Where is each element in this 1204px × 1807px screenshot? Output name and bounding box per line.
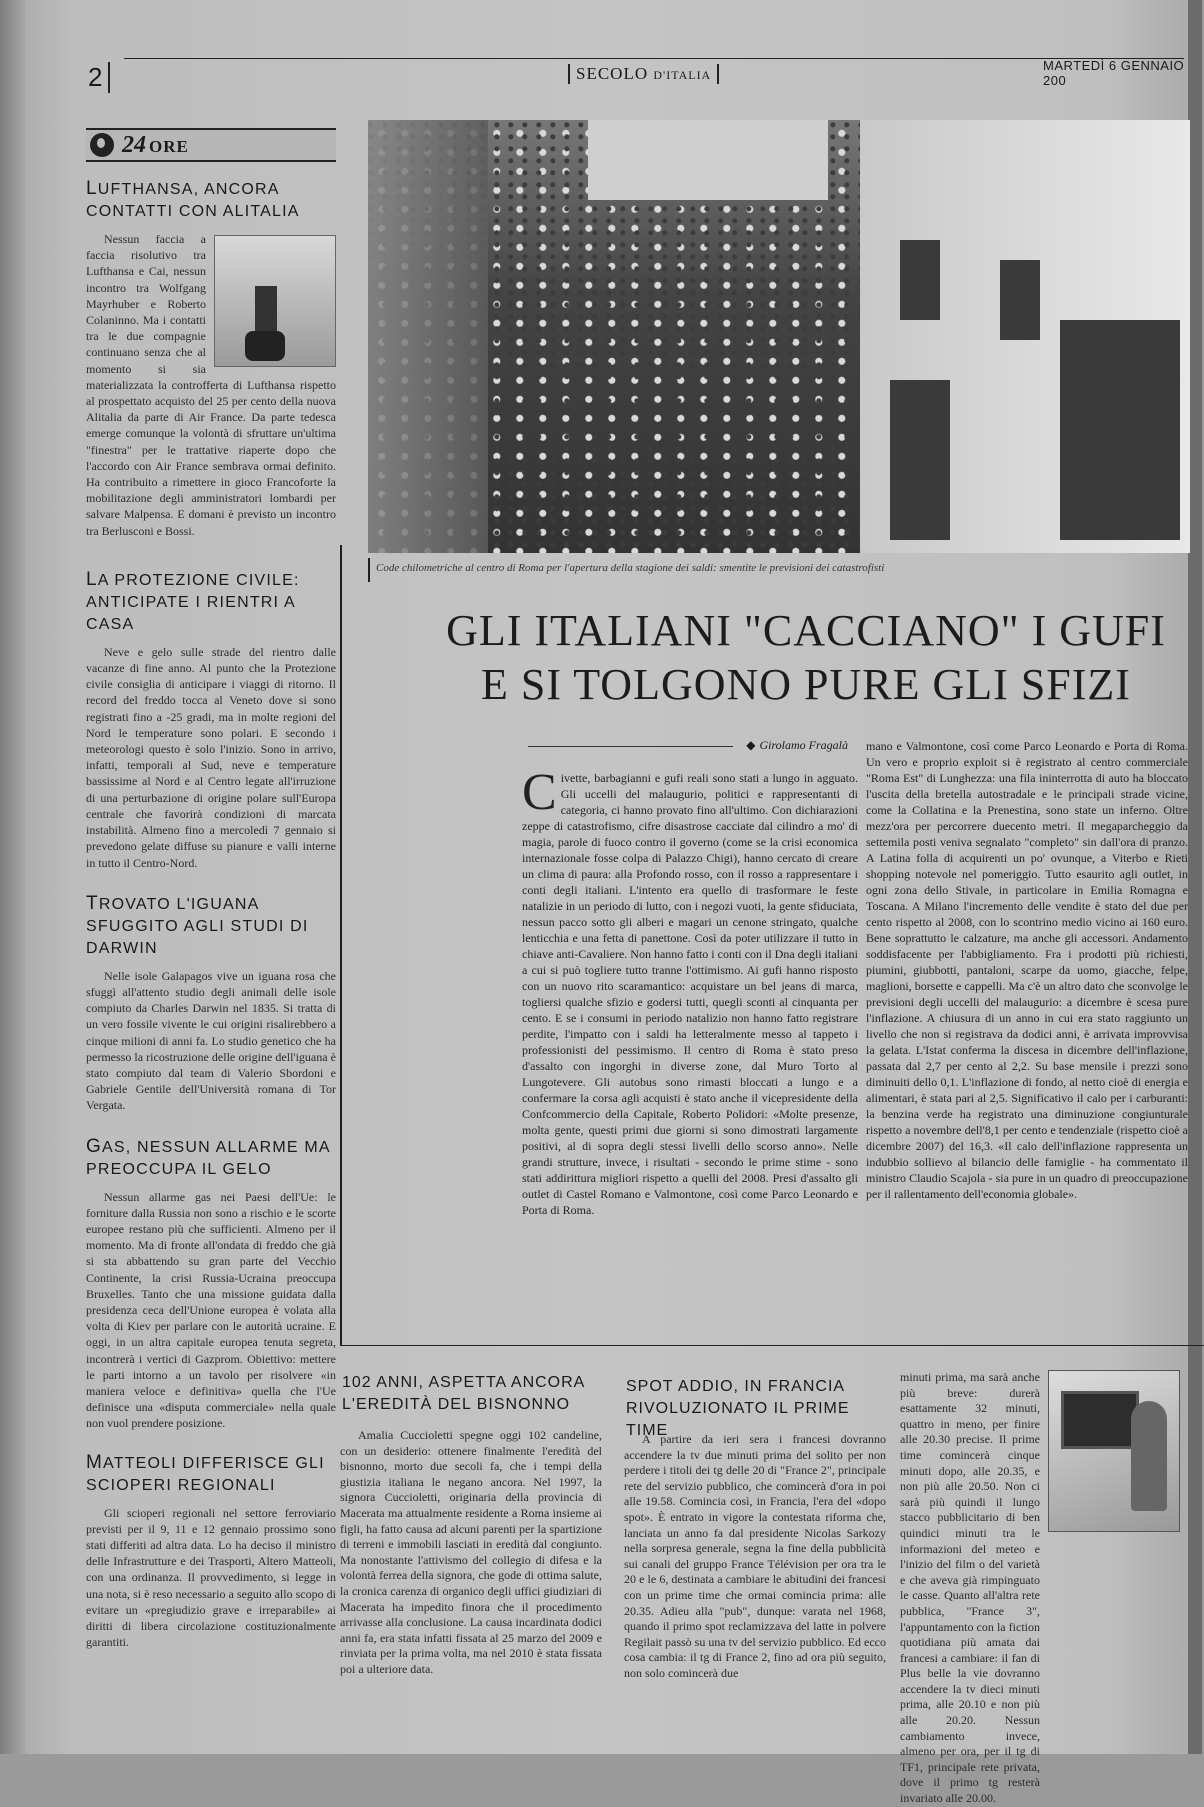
tv-screen [1061,1391,1139,1449]
globe-icon [90,133,114,157]
paper-title: SECOLO [576,64,649,83]
brief-gas [86,1136,336,1432]
brief-body: Gli scioperi regionali nel settore ferroviario previsti per il 9, 11 e 12 gennaio prossimo sono stati differiti ad altra data. Lo ha deciso il ministro delle Infrastrutture e dei Trasporti, Altero Matteoli, con una ordinanza. Il provvedimento, si legge in una nota, si è reso necessario a seguito allo scopo di evitare un «pregiudizio grave e irreparabile» ai diritti di libera circolazione costituzionalmente garantiti. [86,1505,336,1650]
bottom-headline-francia: SPOT ADDIO, IN FRANCIA RIVOLUZIONATO IL PRIME TIME [626,1378,850,1439]
masthead [88,58,1188,92]
bottom-headline-eredita: 102 ANNI, ASPETTA ANCORA L'EREDITÀ DEL BISNONNO [342,1374,585,1413]
brief-iguana [86,893,336,1114]
author-name: Girolamo Fragalà [759,738,848,752]
main-article-column-2 [866,738,1188,1202]
brief-body-text: Nessun faccia a faccia risolutivo tra Lufthansa e Cai, nessun incontro tra Wolfgang Mayrhuber e Roberto Colaninno. Ma i contatti tra le due compagnie continuano senza che al momento si sia materializzata la controfferta di Lufthansa rispetto al prospettato acquisto del 25 per cento della nuova Alitalia da parte di Air France. Da parte tedesca emerge comunque la volontà di sfruttare un'ultima "finestra" per le trattative riaperte dopo che l'accordo con Air France sembrava ormai definito. Ha contribuito a rimettere in gioco Francoforte la mobilitazione degli amministratori lombardi per salvare Malpensa. E domani è previsto un incontro tra Berlusconi e Bossi. [86,232,336,538]
page-spine [0,0,26,1754]
wheel [245,331,285,361]
landing-gear [255,286,277,336]
brief-headline: TROVATO L'IGUANA SFUGGITO AGLI STUDI DI DARWIN [86,892,309,957]
photo-window [900,240,940,320]
section-title [122,132,189,159]
photo-window [1000,260,1040,340]
brief-headline: GAS, NESSUN ALLARME MA PREOCCUPA IL GELO [86,1135,330,1178]
brief-body: Nelle isole Galapagos vive un iguana rosa che sfuggì all'attento studio degli animali delle isole compiuto da Charles Darwin nel 1835. Si tratta di un vero fossile vivente le cui origini risalirebbero a cinque milioni di anni fa. Lo studio genetico che ha permesso la ricostruzione delle origine dell'iguana è stato compiuto dal team di Valerio Sbordoni e Gabriele Gentile dell'Università romana di Tor Vergata. [86,968,336,1113]
viewer-silhouette [1131,1401,1167,1511]
diamond-icon: ◆ [746,738,756,752]
byline [528,738,848,753]
photo-building-left [368,120,488,553]
photo-shopfront [1060,320,1180,540]
drop-cap: C [522,764,557,821]
article-text: mano e Valmontone, così come Parco Leonardo e Porta di Roma. Un vero e proprio exploit si è registrato al centro commerciale "Roma Est" di Lunghezza: una fila ininterrotta di auto ha bloccato l'uscita della bretella autostradale e le principali strade vicine, come la Collatina e la Prenestina, sono state un inferno. Oltre mezz'ora per percorrere duecento metri. Il megaparcheggio da settemila posti veniva segnalato "completo" sin dall'ora di pranzo. A Latina folla di acquirenti un po' ovunque, a Viterbo e Rieti shopping notevole nel pomeriggio. Tutto esaurito agli outlet, in ogni zona dello Stivale, in particolare in Emilia Romagna e Toscana. A Milano l'incremento delle vendite è stato del due per cento rispetto al 2008, con lo scontrino medio vicino ai 160 euro. Bene soprattutto le calzature, ma anche gli accessori. Andamento soddisfacente per l'abbigliamento. Fra i prodotti più richiesti, piumini, giubbotti, pantaloni, scarpe da uomo, giacche, felpe, maglioni, borsette e cappelli. Ma c'è un altro dato che sconvolge le previsioni degli uccelli del malaugurio: a dicembre è scesa pure l'inflazione. A chiusura di un anno in cui era stato raggiunto un livello che non si registrava da dodici anni, è arrivata improvvisa la gelata. L'Istat conferma la discesa in dicembre dell'inflazione, passata dal 2,7 per cento al 2,2. Su base mensile i prezzi sono diminuiti dello 0,1. L'inflazione di fondo, al netto cioè di energia e alimentari, è stata pari al 2,5. Significativo il calo per i carburanti: la benzina verde ha registrato una diminuzione congiunturale rispetto a novembre dell'8,1 per cento e tendenziale (rispetto cioè a dicembre 2007) del 16,3. «Il calo dell'inflazione rappresenta un indubbio sollievo al bilancio delle famiglie - ha commentato il ministro Claudio Scajola - sia pure in un quadro di preoccupazione per il rallentamento dell'economia globale». [866,739,1188,1201]
section-label: ORE [149,136,189,156]
news-briefs-column [86,128,336,1650]
airplane-landing-gear-photo [214,235,336,367]
section-header [86,128,336,162]
brief-matteoli [86,1452,336,1651]
main-headline-line2: E SI TOLGONO PURE GLI SFIZI [481,660,1131,709]
photo-caption: Code chilometriche al centro di Roma per l'apertura della stagione dei saldi: smentite le previsioni dei catastrofisti [376,562,885,574]
brief-body [86,231,336,539]
brief-headline: LUFTHANSA, ANCORA CONTATTI CON ALITALIA [86,178,300,220]
main-article-column-1 [522,764,858,1218]
main-headline-line1: GLI ITALIANI "CACCIANO" I GUFI [446,606,1166,655]
crowd-umbrellas-photo [368,120,1190,553]
brief-lufthansa [86,178,336,539]
masthead-rule [124,58,1184,59]
tv-viewer-photo [1048,1370,1180,1532]
brief-body: Neve e gelo sulle strade del rientro dalle vacanze di fine anno. Al punto che la Protezione civile consiglia di anticipare i viaggi di ritorno. Il record del freddo tocca al Veneto dove si sono registrati fino a -25 gradi, ma in molte regioni del Nord le temperature sono polari. E secondo i meteorologi questo è solo l'inizio. Sono in arrivo, infatti, temporali al Sud, neve e temperature bassissime al Nord e al Centro legate all'irruzione di una perturbazione di origine polare sull'Europa centrale che favorirà condizioni di marcata instabilità. Almeno fino a mercoledì 7 gennaio si prevedono gelate diffuse su pianure e valli interne in tutto il Centro-Nord. [86,644,336,870]
brief-body: Nessun allarme gas nei Paesi dell'Ue: le forniture dalla Russia non sono a rischio e le scorte europee restano più che sufficienti. Almeno per il momento. Ma di fronte all'ondata di freddo che già si sta abbattendo su gran parte del Vecchio Continente, la crisi Russia-Ucraina preoccupa Bruxelles. Tanto che una missione guidata dalla presidenza ceca dell'Unione europea è volata alla volta di Kiev per parlare con le autorità ucraine. E oggi, in un altra capitale europea tenuta segreta, incontrerà i vertici di Gazprom. Obiettivo: mettere le parti intorno a un tavolo per risolvere «in maniera veloce e definitiva» quella che l'Ue definisce una «disputa commerciale» nella quale non vuol prendere posizione. [86,1189,336,1431]
page-number: 2 [88,62,110,93]
brief-headline: MATTEOLI DIFFERISCE GLI SCIOPERI REGIONALI [86,1451,325,1494]
bottom-body-francia: A partire da ieri sera i francesi dovranno accendere la tv due minuti prima del solito per non perdere i titoli dei tg delle 20 di "France 2", principale rete del servizio pubblico, che comincerà d'ora in poi alle 19.58. Comincia così, in Francia, l'era del «dopo spot». È entrato in vigore la contestata riforma che, lanciata un anno fa dal presidente Nicolas Sarkozy nella sorpresa generale, segna la fine della pubblicità sui canali del gruppo France Télévision per ora tra le 20 e le 6, destinata a cambiare le abitudini dei francesi con un prime time che ormai comincia prima: alle 20.35. Adieu alla "pub", dunque: varata nel 1968, quando il primo spot reclamizzava del latte in polvere Regilait passò su una tv del servizio pubblico. Ed ecco cosa cambia: il tg di France 2, fino ad ora più seguito, non solo comincerà due [624,1432,886,1680]
issue-date: MARTEDÌ 6 GENNAIO 200 [1043,58,1185,88]
section-number: 24 [122,131,146,158]
bottom-body-francia-continued: minuti prima, ma sarà anche più breve: durerà esattamente 32 minuti, quattro in meno, per finire alle 20.30 precise. Il prime time comincerà cinque minuti dopo, alle 20.35, e non più alle 20.50. Non ci sarà più quindi il lungo stacco pubblicitario di ben quindici minuti tra le informazioni del meteo e l'inizio del film o del varietà e che aveva già rimpinguato le casse. Quanto all'altra rete pubblica, "France 3", l'appuntamento con la fiction quotidiana più amata dai francesi a cambiare: il fan di Plus belle la vie dovranno accendere la tv dieci minuti prima, alle 20.10 e non più alle 20.20. Nessun cambiamento invece, almeno per ora, per il tg di TF1, principale rete privata, dove il primo tg resterà invariato alle 20.00. [900,1370,1040,1806]
photo-building-right [860,120,1190,553]
brief-headline: LA PROTEZIONE CIVILE: ANTICIPATE I RIENTRI A CASA [86,568,300,633]
bottom-body-eredita: Amalia Cuccioletti spegne oggi 102 candeline, con un desiderio: ottenere finalmente l'eredità del bisnonno, morto due secoli fa, che i tempi della giustizia italiana le negano ancora. Nel 1997, la signora Cuccioletti, originaria della provincia di Macerata ma attualmente residente a Roma insieme ai figli, ha fatto causa ad alcuni parenti per la spartizione di terreni e immobili lasciati in eredità dal congiunto. Ma nonostante l'attivismo del collegio di difesa e la volontà ferrea della signora, che gode di ottima salute, la cronica carenza di organico degli uffici giudiziari di Macerata ha impedito finora che il procedimento arrivasse alla conclusione. La causa incardinata dodici anni fa, era stata infatti fissata al 25 marzo del 2009 e rinviata per la prima volta, ma nel 2010 è stata fissata poi a ulteriore data. [340,1428,602,1676]
paper-suffix: D'ITALIA [653,68,712,82]
newspaper-name [568,64,719,84]
photo-sky [588,120,828,200]
article-text: ivette, barbagianni e gufi reali sono stati a lungo in agguato. Gli uccelli del malaugurio, politici e rappresentanti di categoria, ci hanno provato fino all'ultimo. Con dichiarazioni zeppe di catastrofismo, cifre disastrose cacciate dal cilindro a mo' di magia, parole di fuoco contro il governo (come se la crisi economica internazionale fosse colpa di Palazzo Chigi), hanno cercato di creare un clima di paura: alla Profondo rosso, con il rosso a rappresentare i conti degli italiani. L'intento era quello di trasformare le feste natalizie in un periodo di lutto, con i negozi vuoti, la gente sfiduciata, nessun pacco sotto gli alberi e magari un cenone stringato, qualche lenticchia e una fetta di panettone. Così da poter utilizzare il tutto in chiave anti-Cavaliere. Non hanno fatto i conti con il Dna degli italiani a cui si può togliere tutto tranne l'ottimismo. Ai gufi hanno risposto con un nuovo rito scaramantico: acquistare un bel jeans di marca, togliersi qualche sfizio e godersi tutti, quegli sconti al cinquanta per cento. E se i consumi in periodo natalizio non hanno fatto registrare perdite, l'impatto con i saldi ha letteralmente messo al tappeto i professionisti del pessimismo. Il centro di Roma è stato preso d'assalto con ingorghi in diverse zone, dal Muro Torto al Lungotevere. Gli autobus sono rimasti bloccati a lungo e a confermare la corsa agli acquisti è stato anche il vicepresidente della Confcommercio della Capitale, Roberto Polidori: «Molte presenze, molta gente, questi primi due giorni si sono dimostrati largamente positivi, al di sopra degli stessi livelli dello scorso anno». Nelle grandi strutture, invece, i risultati - secondo le prime stime - sono stati addirittura migliori rispetto a quelli del 2008. Presi d'assalto gli outlet di Castel Romano e Valmontone, così come Parco Leonardo e Porta di Roma. [522,771,858,1217]
photo-doorway [890,380,950,540]
main-headline [370,604,1202,712]
brief-protezione-civile [86,569,336,871]
